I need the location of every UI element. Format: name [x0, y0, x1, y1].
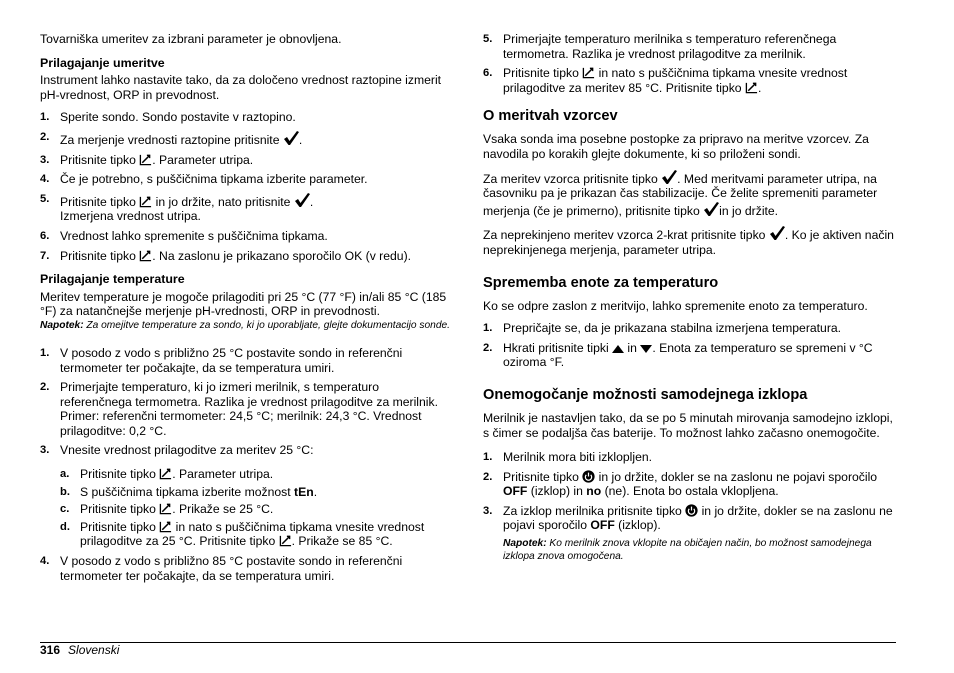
step-text: Pritisnite tipko: [80, 467, 160, 482]
adjust-calibration-heading: Prilagajanje umeritve: [40, 55, 165, 70]
list-item: [483, 32, 898, 61]
paragraph-text: in jo držite.: [719, 203, 779, 218]
step-number: 4.: [40, 173, 50, 186]
calibrate-icon: [745, 81, 758, 94]
step-text: in jo držite, nato pritisnite: [152, 194, 294, 209]
step-number: 1.: [483, 451, 493, 464]
step-text: Primerjajte temperaturo, ki jo izmeri merilnik, s temperaturo referenčnega termometra. Razlika je vrednost prilagoditve za merilnik.: [60, 380, 438, 409]
step-number: 5.: [483, 33, 493, 45]
step-text: . Parameter utripa.: [152, 152, 254, 167]
adjust-temperature-steps-continued: [483, 32, 898, 95]
no-label: no: [586, 484, 602, 499]
step-text: Pritisnite tipko: [60, 194, 140, 209]
step-text: Za merjenje vrednosti raztopine pritisnite: [60, 132, 283, 147]
check-icon: [283, 130, 299, 146]
paragraph-text: . Ko je aktiven način neprekinjenega merjenja, parameter utripa.: [483, 228, 894, 257]
step-text: Pritisnite tipko: [60, 152, 140, 167]
step-number: 3.: [483, 504, 493, 517]
calibrate-icon: [159, 502, 172, 515]
step-text: Pritisnite tipko: [503, 66, 583, 81]
step-text: in nato s puščičnima tipkama vnesite vrednost prilagoditve za 25 °C. Pritisnite tipko: [80, 519, 425, 549]
step-text: .: [298, 132, 303, 147]
check-icon: [769, 225, 785, 241]
temperature-unit-desc: Ko se odpre zaslon z meritvijo, lahko spremenite enoto za temperaturo.: [483, 298, 868, 313]
step-text: Za izklop merilnika pritisnite tipko: [503, 503, 686, 518]
substep-letter: c.: [60, 503, 70, 516]
step-text: (izklop) in: [527, 484, 587, 499]
step-text: Pritisnite tipko: [80, 502, 160, 517]
arrow-up-icon: [612, 344, 624, 354]
page-number: 316: [40, 643, 61, 657]
list-item: [483, 341, 898, 370]
list-item: [60, 467, 450, 482]
language-label: Slovenski: [68, 643, 120, 657]
adjust-temperature-heading: Prilagajanje temperature: [40, 272, 185, 287]
list-item: [483, 470, 898, 499]
step-text: .: [309, 194, 314, 209]
calibrate-icon: [139, 153, 152, 166]
list-item: [60, 520, 450, 549]
step-example: Primer: referenčni termometer: 24,5 °C; merilnik: 24,3 °C. Vrednost prilagoditve: 0,2 °C.: [60, 409, 422, 438]
step-number: 2.: [40, 130, 50, 143]
list-item: [40, 192, 450, 224]
step-text: . Enota za temperaturo se spremeni v °C oziroma °F.: [503, 340, 873, 370]
off-label: OFF: [503, 484, 528, 499]
intro-text: Tovarniška umeritev za izbrani parameter je obnovljena.: [40, 32, 342, 46]
step-text: in jo držite, dokler se na zaslonu ne pojavi sporočilo: [503, 503, 893, 533]
step-number: 1.: [483, 322, 493, 335]
substep-letter: a.: [60, 468, 70, 481]
step-text: Sperite sondo. Sondo postavite v raztopino.: [60, 110, 296, 125]
step-number: 1.: [40, 111, 50, 124]
power-icon: [685, 504, 698, 517]
note-text: Za omejitve temperature za sondo, ki jo uporabljate, glejte dokumentacijo sonde.: [83, 319, 450, 331]
calibrate-icon: [279, 534, 292, 547]
sample-p3: [483, 225, 898, 257]
step-number: 1.: [40, 346, 50, 359]
check-icon: [661, 169, 677, 185]
off-label: OFF: [590, 518, 615, 533]
power-icon: [582, 470, 595, 483]
temperature-unit-heading: Sprememba enote za temperaturo: [483, 274, 719, 291]
step-number: 7.: [40, 249, 50, 262]
note: [40, 319, 450, 332]
substep-letter: b.: [60, 485, 70, 498]
step-text: in jo držite, dokler se na zaslonu ne pojavi sporočilo: [595, 469, 878, 484]
step-text: Vrednost lahko spremenite s puščičnima tipkama.: [60, 228, 328, 243]
step-number: 3.: [40, 153, 50, 166]
step-text: Vnesite vrednost prilagoditve za meritev 25 °C:: [60, 443, 314, 458]
step-number: 6.: [40, 229, 50, 242]
list-item: [40, 443, 450, 549]
list-item: [40, 229, 450, 244]
step-number: 2.: [483, 341, 493, 354]
adjust-calibration-steps: [40, 110, 450, 263]
calibrate-icon: [159, 467, 172, 480]
note: [503, 537, 898, 563]
adjust-temperature-steps: [40, 346, 450, 583]
list-item: [60, 485, 450, 500]
step-text: Pritisnite tipko: [80, 519, 160, 534]
auto-off-steps: [483, 450, 898, 533]
list-item: [40, 172, 450, 187]
step-text: . Na zaslonu je prikazano sporočilo OK (v redu).: [152, 248, 412, 263]
list-item: [40, 380, 450, 438]
sample-p2: [483, 169, 898, 219]
sample-p1: Vsaka sonda ima posebne postopke za pripravo na meritve vzorcev. Za navodila po korakih glejte dokumente, ki so priloženi sondi.: [483, 132, 869, 161]
step-number: 5.: [40, 192, 50, 205]
step-text: V posodo z vodo s približno 85 °C postavite sondo in referenčni termometer ter počakajte, da se temperatura umiri.: [60, 554, 403, 583]
step-text: (izklop).: [614, 518, 661, 533]
left-column: [40, 32, 450, 589]
substep-letter: d.: [60, 520, 70, 533]
list-item: [483, 504, 898, 533]
option-ten: tEn: [294, 484, 314, 499]
list-item: [40, 249, 450, 264]
auto-off-desc: Merilnik je nastavljen tako, da se po 5 minutah mirovanja samodejno izklopi, s čimer se podaljša čas baterije. To možnost lahko začasno onemogočite.: [483, 410, 893, 440]
calibrate-icon: [139, 195, 152, 208]
step-text: . Prikaže se 25 °C.: [172, 502, 274, 517]
step-text: .: [313, 484, 318, 499]
adjust-temperature-desc: Meritev temperature je mogoče prilagoditi pri 25 °C (77 °F) in/ali 85 °C (185 °F) za natančnejše merjenje pH-vrednosti, ORP in prevodnosti.: [40, 289, 447, 319]
list-item: [483, 321, 898, 336]
page-footer: [40, 643, 119, 658]
list-item: [40, 130, 450, 148]
step-text: in nato s puščičnima tipkama vnesite vrednost prilagoditve za meritev 85 °C. Pritisnite tipko: [503, 66, 848, 95]
list-item: [483, 450, 898, 465]
check-icon: [294, 192, 310, 208]
step-text: S puščičnima tipkama izberite možnost: [80, 484, 295, 499]
note-text: Ko merilnik znova vklopite na običajen način, bo možnost samodejnega izklopa znova omogočena.: [503, 538, 872, 563]
check-icon: [703, 201, 719, 217]
calibrate-icon: [159, 520, 172, 533]
step-text: Pritisnite tipko: [60, 248, 140, 263]
step-text: Hkrati pritisnite tipki: [503, 340, 613, 355]
step-text: .: [757, 80, 762, 95]
calibrate-icon: [582, 66, 595, 79]
footer-divider: [40, 642, 896, 643]
substeps: [60, 467, 450, 549]
step-number: 4.: [40, 555, 50, 568]
note-label: Napotek:: [503, 538, 547, 550]
step-number: 2.: [40, 381, 50, 394]
step-number: 3.: [40, 444, 50, 457]
list-item: [40, 153, 450, 168]
step-text: Izmerjena vrednost utripa.: [60, 209, 201, 224]
step-text: . Prikaže se 85 °C.: [291, 534, 393, 549]
step-text: Primerjajte temperaturo merilnika s temperaturo referenčnega termometra. Razlika je vrednost prilagoditve za merilnik.: [503, 32, 837, 61]
list-item: [60, 502, 450, 517]
note-label: Napotek:: [40, 319, 84, 331]
sample-measurements-heading: O meritvah vzorcev: [483, 108, 618, 125]
step-text: V posodo z vodo s približno 25 °C postavite sondo in referenčni termometer ter počakajte, da se temperatura umiri.: [60, 345, 403, 375]
adjust-calibration-desc: Instrument lahko nastavite tako, da za določeno vrednost raztopine izmerit pH-vrednost, ORP in prevodnost.: [40, 73, 442, 102]
paragraph-text: . Med meritvami parameter utripa, na časovniku pa je prikazan čas stabilizacije. Če želite spremeniti parameter merjenja (če je primerno), pritisnite tipko: [483, 171, 878, 218]
step-text: Pritisnite tipko: [503, 469, 583, 484]
calibrate-icon: [139, 249, 152, 262]
step-text: . Parameter utripa.: [172, 467, 274, 482]
list-item: [40, 346, 450, 375]
paragraph-text: Za meritev vzorca pritisnite tipko: [483, 171, 662, 186]
list-item: [40, 110, 450, 125]
auto-off-heading: Onemogočanje možnosti samodejnega izklopa: [483, 386, 808, 403]
step-text: Merilnik mora biti izklopljen.: [503, 450, 653, 465]
step-number: 6.: [483, 67, 493, 80]
step-text: Prepričajte se, da je prikazana stabilna izmerjena temperatura.: [503, 321, 842, 336]
step-number: 2.: [483, 470, 493, 483]
paragraph-text: Za neprekinjeno meritev vzorca 2-krat pritisnite tipko: [483, 228, 769, 243]
list-item: [483, 66, 898, 95]
arrow-down-icon: [640, 344, 652, 354]
step-text: (ne). Enota bo ostala vklopljena.: [601, 484, 779, 499]
step-text: Če je potrebno, s puščičnima tipkama izberite parameter.: [60, 172, 368, 187]
step-text: in: [624, 340, 641, 355]
list-item: [40, 554, 450, 583]
temperature-unit-steps: [483, 321, 898, 370]
right-column: [483, 32, 898, 563]
